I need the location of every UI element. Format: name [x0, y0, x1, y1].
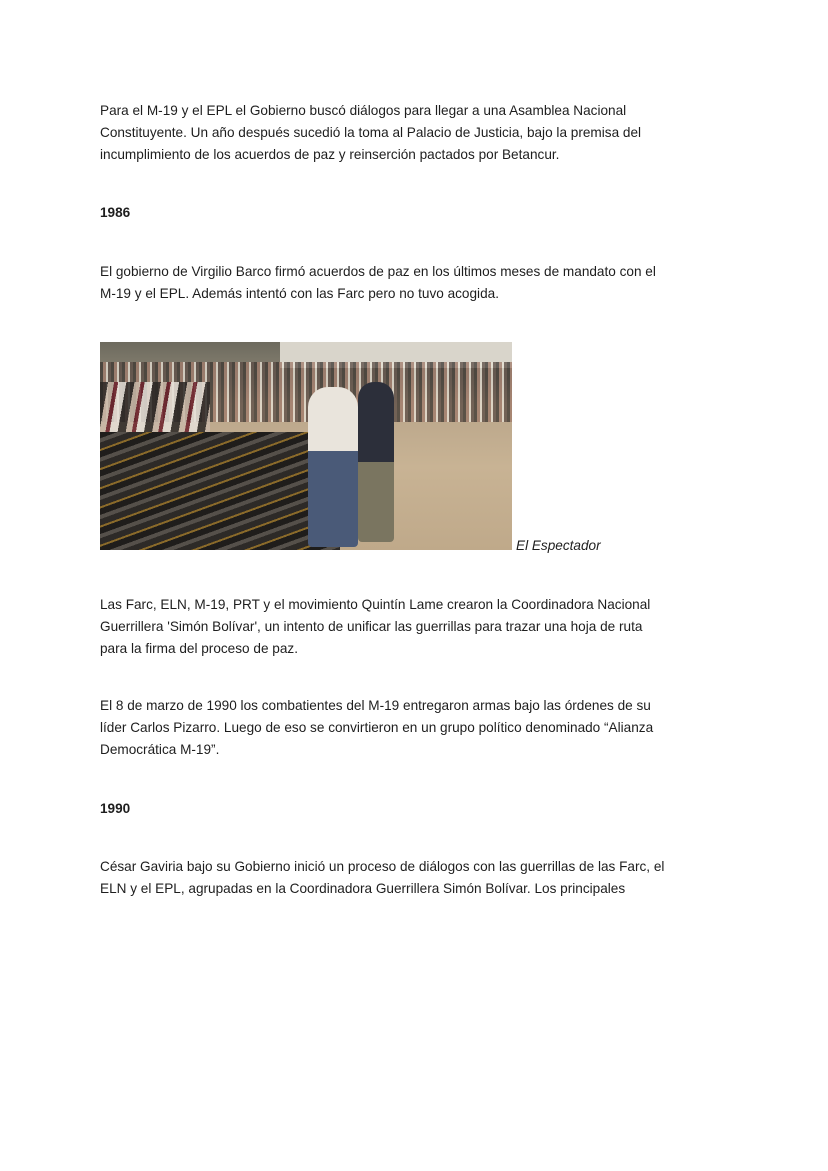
text-line: incumplimiento de los acuerdos de paz y reinserción pactados por Betancur. [100, 147, 560, 162]
year-heading-1990: 1990 [100, 801, 131, 816]
text-line: Las Farc, ELN, M-19, PRT y el movimiento Quintín Lame crearon la Coordinadora Nacional [100, 597, 651, 612]
text-line: líder Carlos Pizarro. Luego de eso se convirtieron en un grupo político denominado “Alianza [100, 720, 654, 735]
text-line: Para el M-19 y el EPL el Gobierno buscó diálogos para llegar a una Asamblea Nacional [100, 103, 627, 118]
text-line: Constituyente. Un año después sucedió la toma al Palacio de Justicia, bajo la premisa del [100, 125, 642, 140]
photo-weapons-handover [100, 342, 512, 550]
text-line: El 8 de marzo de 1990 los combatientes del M-19 entregaron armas bajo las órdenes de su [100, 698, 651, 713]
paragraph-gaviria [100, 856, 664, 900]
paragraph-m19 [100, 695, 653, 761]
paragraph-coordinadora [100, 594, 650, 660]
text-line: César Gaviria bajo su Gobierno inició un proceso de diálogos con las guerrillas de las Farc, el [100, 859, 665, 874]
text-line: para la firma del proceso de paz. [100, 641, 298, 656]
text-line: El gobierno de Virgilio Barco firmó acuerdos de paz en los últimos meses de mandato con el [100, 264, 656, 279]
year-heading-1986: 1986 [100, 205, 131, 220]
text-line: Democrática M-19”. [100, 742, 220, 757]
text-line: ELN y el EPL, agrupadas en la Coordinadora Guerrillera Simón Bolívar. Los principales [100, 881, 626, 896]
paragraph-betancur [100, 100, 641, 166]
text-line: Guerrillera 'Simón Bolívar', un intento de unificar las guerrillas para trazar una hoja de ruta [100, 619, 643, 634]
photo-caption: El Espectador [516, 538, 601, 553]
paragraph-barco [100, 261, 656, 305]
text-line: M-19 y el EPL. Además intentó con las Farc pero no tuvo acogida. [100, 286, 499, 301]
